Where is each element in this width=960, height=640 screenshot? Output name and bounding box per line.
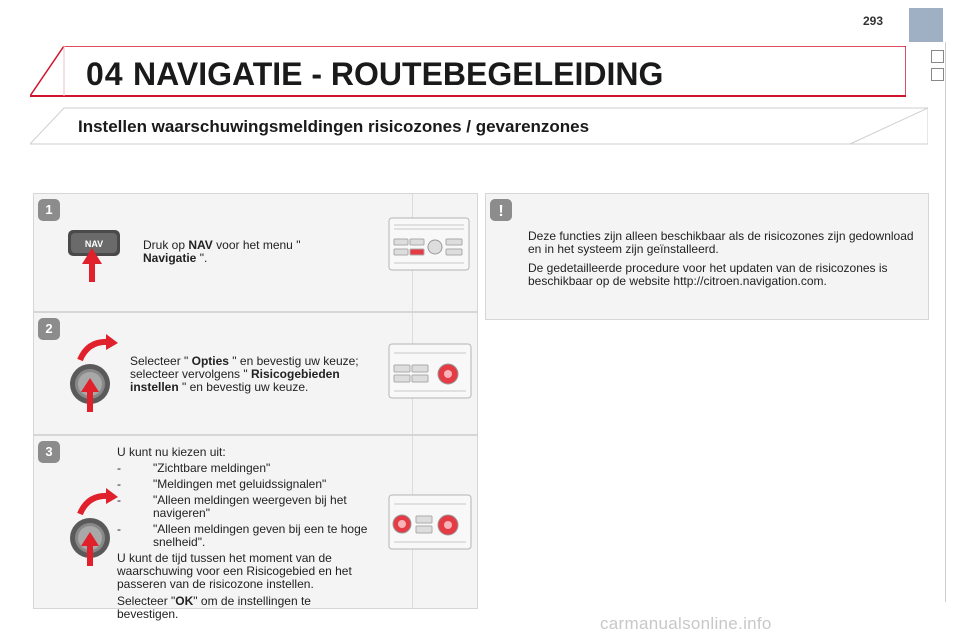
radio-panel-image-3 [388,494,472,550]
step-3-intro: U kunt nu kiezen uit: [117,445,226,459]
radio-panel-image-1 [388,217,470,271]
rotary-knob-icon [66,334,126,414]
option-list [117,462,372,549]
step-3-badge: 3 [38,441,60,463]
step-2-badge: 2 [38,318,60,340]
nav-button-icon [66,226,128,284]
step-1-badge: 1 [38,199,60,221]
chapter-title: NAVIGATIE - ROUTEBEGELEIDING [133,56,664,92]
option-item: - "Meldingen met geluidssignalen" [117,478,372,491]
chapter-number: 04 [86,56,124,92]
step-3-text [117,446,372,621]
step-1-text: Druk op NAV voor het menu " Navigatie ". [143,238,301,265]
step-3-note: U kunt de tijd tussen het moment van de waarschuwing voor een Risicogebied en het passeren van de risicozone instellen. [117,551,352,591]
step-2-text: Selecteer " Opties " en bevestig uw keuze; selecteer vervolgens " Risicogebieden instellen " en bevestig uw keuze. [130,354,359,394]
nav-button-label: NAV [84,239,104,249]
radio-panel-image-2 [388,343,472,399]
step-3-confirm: Selecteer "OK" om de instellingen te bevestigen. [117,594,311,621]
option-item: - "Alleen meldingen geven bij een te hoge snelheid". [117,523,372,549]
bookmark-square-icon [931,68,944,81]
warning-paragraph: Deze functies zijn alleen beschikbaar als de risicozones zijn gedownload en in het systeem zijn geïnstalleerd. [528,229,914,256]
warning-paragraph: De gedetailleerde procedure voor het updaten van de risicozones is beschikbaar op de website http://citroen.navigation.com. [528,261,888,288]
svg-text:!: ! [498,203,504,220]
option-item: - "Alleen meldingen weergeven bij het navigeren" [117,494,372,520]
chapter-tab-marker [909,8,943,42]
section-title: Instellen waarschuwingsmeldingen risicozones / gevarenzones [78,117,590,136]
bookmark-square-icon [931,50,944,63]
warning-icon [490,199,512,221]
option-item: - "Zichtbare meldingen" [117,462,372,475]
warning-text [528,230,918,294]
page-number: 293 [863,14,884,28]
margin-line [945,42,946,602]
watermark: carmanualsonline.info [600,614,772,633]
